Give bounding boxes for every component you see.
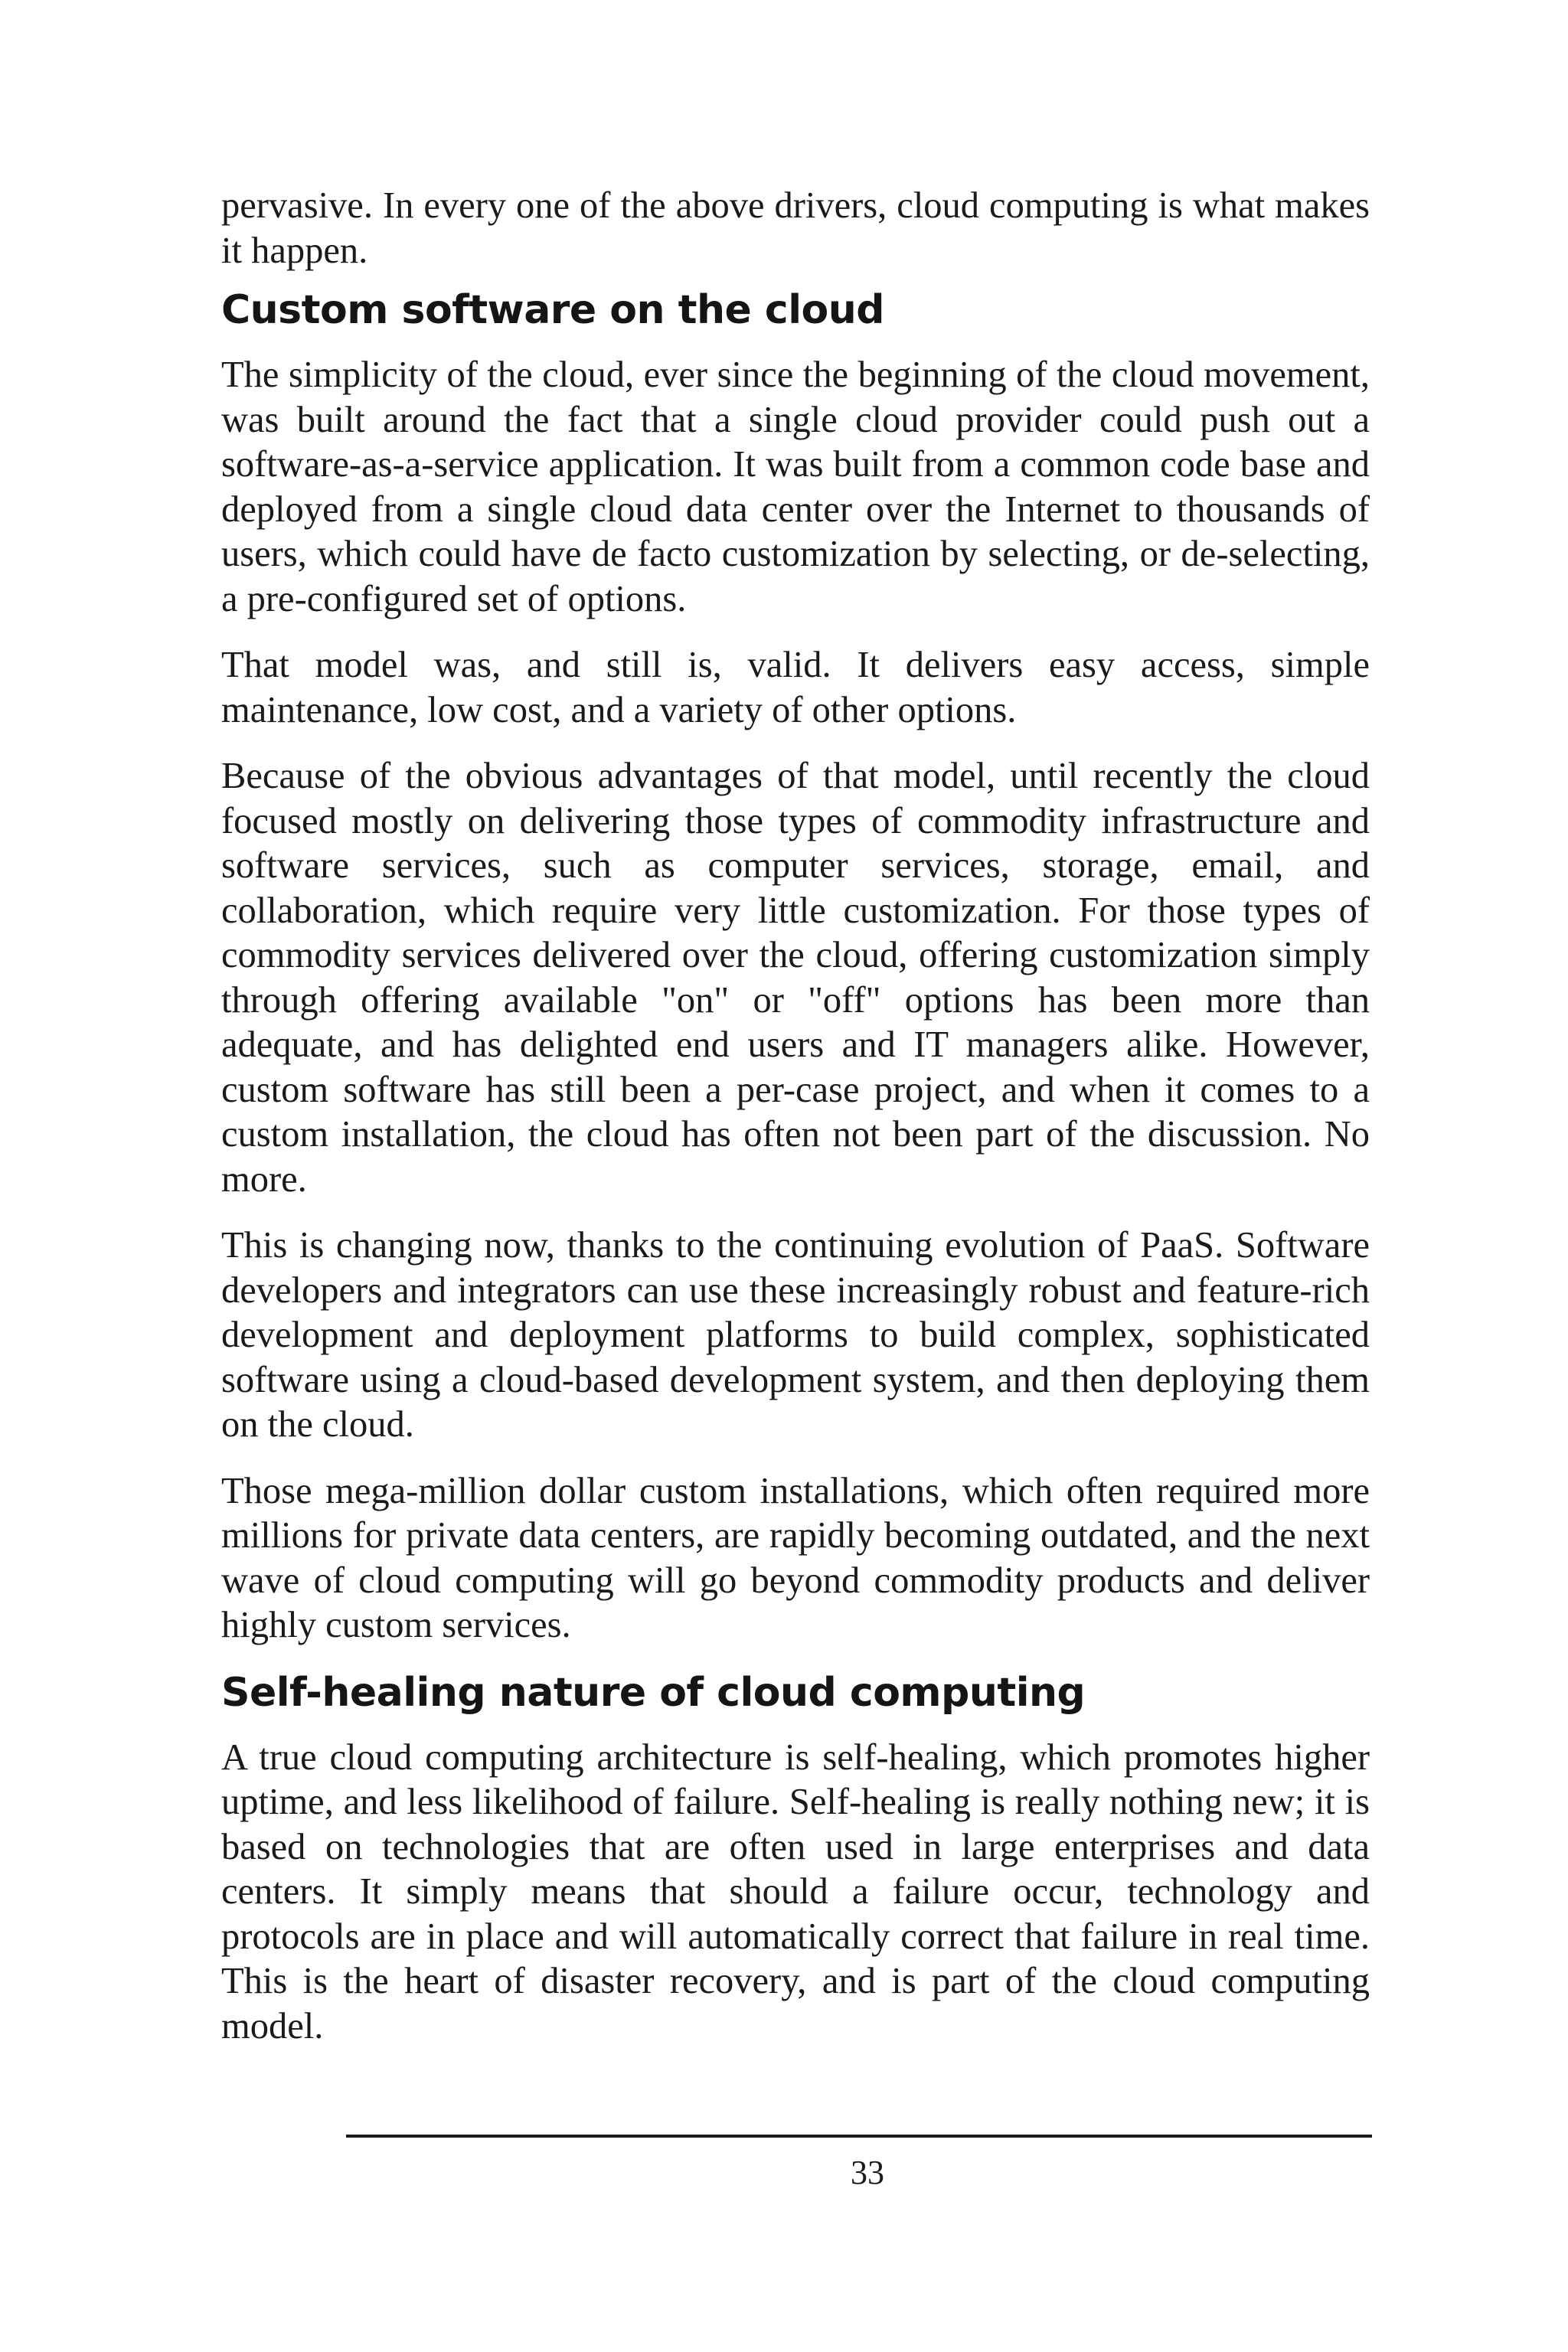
footer-rule bbox=[346, 2135, 1372, 2138]
section-heading-custom-software: Custom software on the cloud bbox=[221, 287, 885, 333]
paragraph: The simplicity of the cloud, ever since the beginning of the cloud movement, was built around the fact that a single cloud provider could push out a software-as-a-service application. It was built from a common code base and deployed from a single cloud data center over the Internet to thousands of users, which could have de facto customization by selecting, or de-selecting, a pre-configured set of options. bbox=[221, 354, 1370, 619]
paragraph: Those mega-million dollar custom installations, which often required more millions for private data centers, are rapidly becoming outdated, and the next wave of cloud computing will go beyond commodity products and deliver highly custom services. bbox=[221, 1470, 1370, 1645]
section-self-healing bbox=[221, 1670, 1370, 2050]
page-number: 33 bbox=[851, 2154, 884, 2191]
section-custom-software bbox=[221, 287, 1370, 1648]
page-body bbox=[221, 184, 1370, 2070]
paragraph: That model was, and still is, valid. It delivers easy access, simple maintenance, low cost, and a variety of other options. bbox=[221, 645, 1370, 730]
paragraph: This is changing now, thanks to the continuing evolution of PaaS. Software developers and integrators can use these increasingly robust and feature-rich development and deployment platforms to build complex, sophisticated software using a cloud-based development system, and then deploying them on the cloud. bbox=[221, 1225, 1370, 1445]
opening-paragraph: pervasive. In every one of the above drivers, cloud computing is what makes it happen. bbox=[221, 185, 1370, 271]
paragraph: A true cloud computing architecture is self-healing, which promotes higher uptime, and less likelihood of failure. Self-healing is really nothing new; it is based on technologies that are often used in large enterprises and data centers. It simply means that should a failure occur, technology and protocols are in place and will automatically correct that failure in real time. This is the heart of disaster recovery, and is part of the cloud computing model. bbox=[221, 1736, 1370, 2047]
section-heading-self-healing: Self-healing nature of cloud computing bbox=[221, 1669, 1086, 1716]
paragraph: Because of the obvious advantages of that model, until recently the cloud focused mostly on delivering those types of commodity infrastructure and software services, such as computer services, storage, email, and collaboration, which require very little customization. For those types of commodity services delivered over the cloud, offering customization simply through offering available "on" or "off" options has been more than adequate, and has delighted end users and IT managers alike. However, custom software has still been a per-case project, and when it comes to a custom installation, the cloud has often not been part of the discussion. No more. bbox=[221, 756, 1370, 1200]
